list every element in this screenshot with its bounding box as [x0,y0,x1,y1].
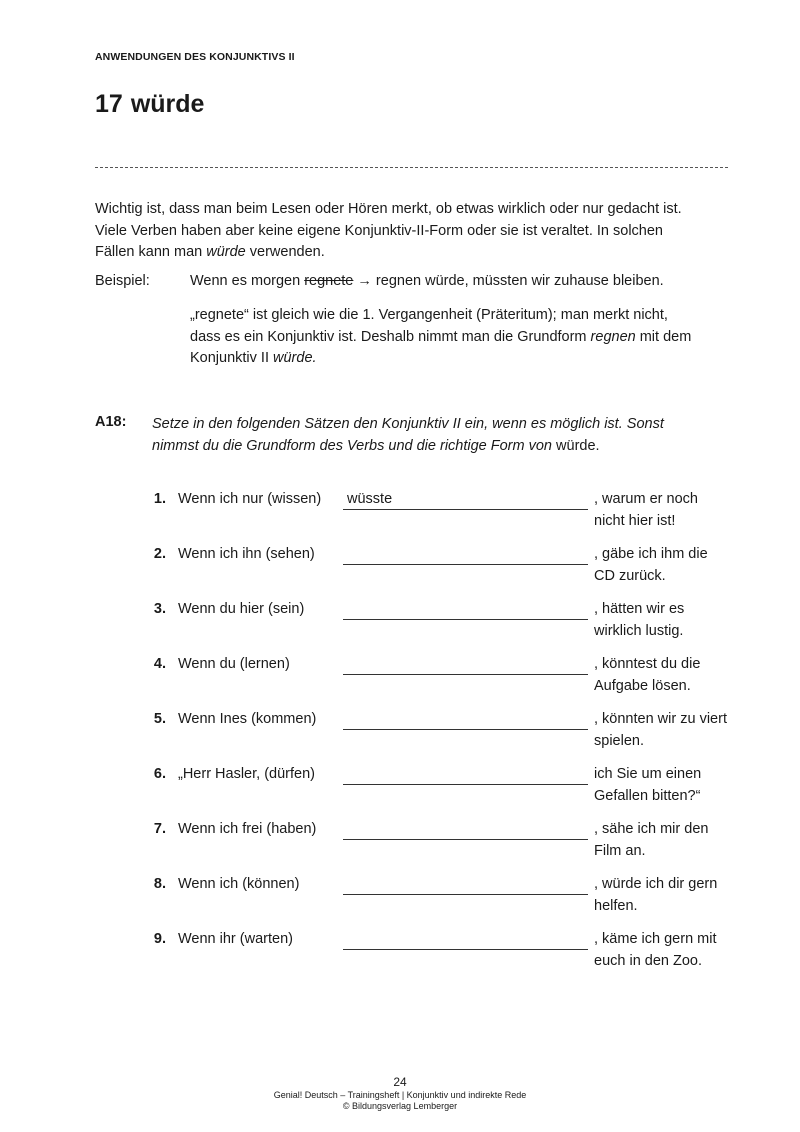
item-prompt: Wenn ich frei (haben) [178,821,317,837]
note-line: Konjunktiv II würde. [190,350,317,366]
answer-field[interactable] [343,544,588,565]
item-prompt: Wenn du (lernen) [178,656,290,672]
intro-line: Fällen kann man würde verwenden. [95,244,325,260]
emphasis: würde [206,244,246,260]
item-continuation: , hätten wir es wirklich lustig. [594,601,685,639]
intro-paragraph [95,199,735,264]
item-number: 3. [153,601,166,617]
item-number: 7. [153,821,166,837]
item-number: 2. [153,546,166,562]
answer-field[interactable] [343,819,588,840]
struck-word: regnete [304,273,354,289]
example-sentence: Wenn es morgen regnete → regnen würde, müssten wir zuhause bleiben. [190,273,664,289]
item-number: 1. [153,491,166,507]
item-number: 9. [153,931,166,947]
exercise-item [0,929,800,979]
answer-field[interactable] [343,874,588,895]
title-word: würde [130,90,205,118]
page-number: 24 [393,1075,407,1089]
exercise-item [0,764,800,814]
answer-field[interactable] [343,654,588,675]
item-continuation: , warum er noch nicht hier ist! [594,491,698,529]
item-prompt: „Herr Hasler, (dürfen) [178,766,315,782]
example-note [190,305,730,370]
emphasis: regnen [590,328,636,345]
footer-copyright: © Bildungsverlag Lemberger [342,1101,458,1111]
emphasis: würde. [273,350,317,366]
item-continuation: , käme ich gern mit euch in den Zoo. [594,931,717,969]
item-prompt: Wenn ihr (warten) [178,931,293,947]
item-prompt: Wenn du hier (sein) [178,601,305,617]
item-continuation: , könnten wir zu viert spielen. [594,711,727,749]
footer-publication: Genial! Deutsch – Trainingsheft | Konjunktiv und indirekte Rede [273,1090,527,1100]
exercise-item [0,654,800,704]
item-prompt: Wenn ich nur (wissen) [178,491,322,507]
task-id: A18: [95,414,127,430]
answer-field[interactable] [343,709,588,730]
exercise-item [0,544,800,594]
answer-field[interactable] [343,599,588,620]
item-prompt: Wenn ich ihn (sehen) [178,546,315,562]
section-label: ANWENDUNGEN DES KONJUNKTIVS II [95,51,295,63]
item-continuation: ich Sie um einen Gefallen bitten?“ [594,766,702,804]
item-continuation: , würde ich dir gern helfen. [594,876,718,914]
dashed-divider [95,167,728,168]
intro-line: Viele Verben haben aber keine eigene Konjunktiv-II-Form oder sie ist veraltet. In solchen [95,222,663,239]
item-continuation: , sähe ich mir den Film an. [594,821,709,859]
exercise-item [0,599,800,649]
note-line: dass es ein Konjunktiv ist. Deshalb nimmt man die Grundform regnen mit dem [190,328,692,345]
intro-line: Wichtig ist, dass man beim Lesen oder Hören merkt, ob etwas wirklich oder nur gedacht ist. [95,201,682,217]
item-continuation: , könntest du die Aufgabe lösen. [594,656,701,694]
exercise-item [0,489,800,539]
task-instruction: Setze in den folgenden Sätzen den Konjunktiv II ein, wenn es möglich ist. Sonst nimmst du die Grundform des Verbs und die richtige Form von würde. [152,416,664,454]
item-number: 4. [153,656,166,672]
exercise-item [0,874,800,924]
answer-field[interactable] [343,929,588,950]
answer-field[interactable]: wüsste [343,489,588,510]
arrow-icon: → [357,273,372,289]
title-number: 17 [95,90,123,118]
item-number: 5. [153,711,166,727]
note-line: „regnete“ ist gleich wie die 1. Vergangenheit (Präteritum); man merkt nicht, [190,307,668,323]
item-prompt: Wenn Ines (kommen) [178,711,317,727]
page-title [95,90,204,119]
exercise-item [0,709,800,759]
example-label: Beispiel: [95,273,150,289]
item-number: 6. [153,766,166,782]
item-number: 8. [153,876,166,892]
exercise-item [0,819,800,869]
item-prompt: Wenn ich (können) [178,876,300,892]
item-continuation: , gäbe ich ihm die CD zurück. [594,546,708,584]
answer-field[interactable] [343,764,588,785]
